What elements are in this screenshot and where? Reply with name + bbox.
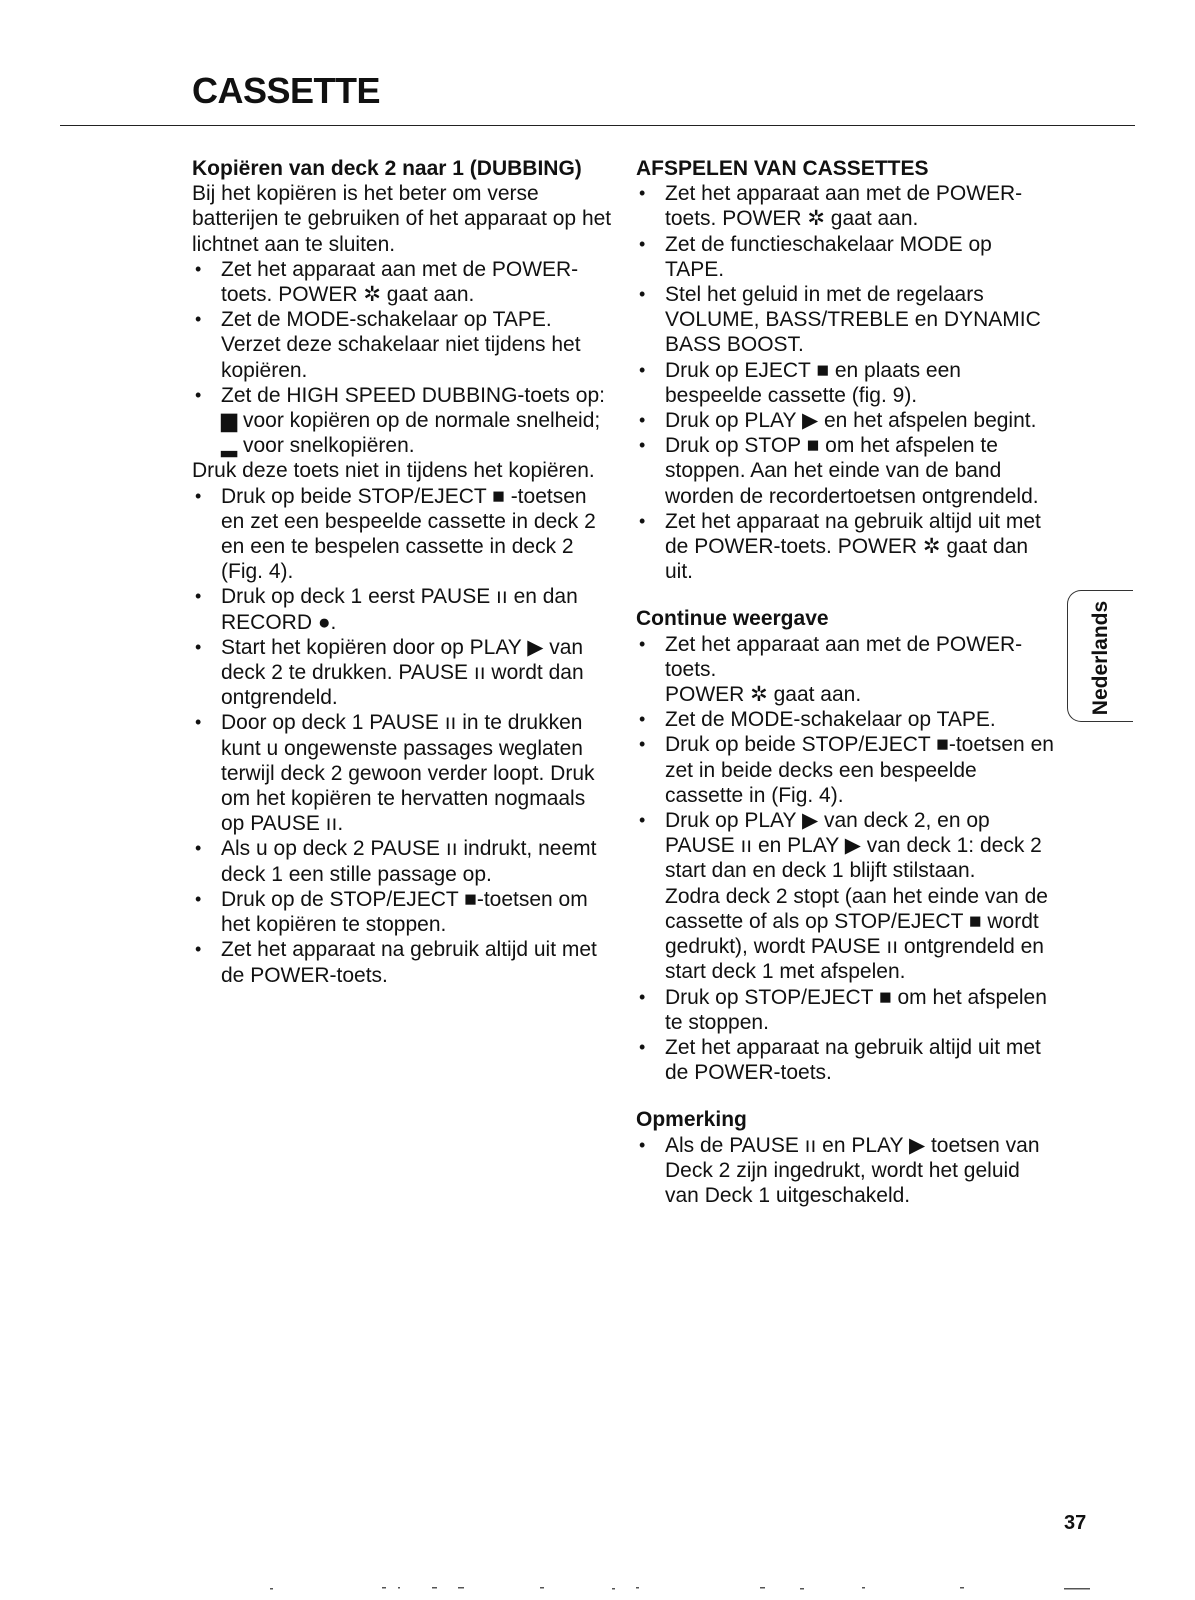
bullet-icon: • <box>195 258 202 279</box>
list-item: • Zet de HIGH SPEED DUBBING-toets op: ▆ voor kopiëren op de normale snelheid; ▂ voor snelkopiëren. <box>192 383 612 459</box>
dubbing-steps-a <box>192 257 612 459</box>
bullet-icon: • <box>639 233 646 254</box>
list-item: • Druk op EJECT ■ en plaats een bespeelde cassette (fig. 9). <box>639 358 961 407</box>
playback-heading: AFSPELEN VAN CASSETTES <box>636 157 929 180</box>
list-item: • Druk op deck 1 eerst PAUSE ıı en dan RECORD ●. <box>195 585 578 634</box>
bullet-icon: • <box>195 838 202 859</box>
dubbing-heading: Kopiëren van deck 2 naar 1 (DUBBING) <box>192 157 582 180</box>
section-gap <box>636 584 1056 606</box>
bullet-icon: • <box>639 709 646 730</box>
list-item: • Druk op PLAY ▶ van deck 2, en op PAUSE ıı en PLAY ▶ van deck 1: deck 2 start dan en deck 1 blijft stilstaan. Zodra deck 2 stopt (aan het einde van de cassette of als op STOP/EJECT ■ wordt gedrukt), wordt PAUSE ıı ontgrendeld en start deck 1 met afspelen. <box>636 808 1056 984</box>
bullet-icon: • <box>195 712 202 733</box>
list-item: • Zet het apparaat aan met de POWER-toets. POWER ✲ gaat aan. <box>639 182 1023 231</box>
bullet-icon: • <box>195 309 202 330</box>
list-item: • Druk op beide STOP/EJECT ■-toetsen en zet in beide decks een bespeelde cassette in (Fig. 4). <box>639 733 1054 807</box>
dubbing-option-normal: ▆ voor kopiëren op de normale snelheid; <box>221 409 601 433</box>
list-item: • Door op deck 1 PAUSE ıı in te drukken kunt u ongewenste passages weglaten terwijl deck 2 gewoon verder loopt. Druk om het kopiëren te hervatten nogmaals op PAUSE ıı. <box>195 711 595 836</box>
bullet-icon: • <box>639 284 646 305</box>
bullet-icon: • <box>195 888 202 909</box>
bullet-icon: • <box>195 384 202 405</box>
language-tab-label-wrap <box>1083 600 1119 716</box>
list-item: • Druk op beide STOP/EJECT ■ -toetsen en zet een bespeelde cassette in deck 2 en een te bespelen cassette in deck 2 (Fig. 4). <box>195 484 596 584</box>
bullet-icon: • <box>639 359 646 380</box>
page-number: 37 <box>1064 1512 1087 1534</box>
bullet-icon: • <box>639 810 646 831</box>
continuous-play-steps <box>636 632 1056 1086</box>
dubbing-note: Druk deze toets niet in tijdens het kopiëren. <box>192 459 595 483</box>
list-item: • Zet het apparaat na gebruik altijd uit met de POWER-toets. <box>195 938 597 987</box>
bullet-icon: • <box>639 633 646 654</box>
bullet-icon: • <box>639 510 646 531</box>
power-indicator-note: POWER ✲ gaat aan. <box>665 683 862 707</box>
list-item: • Zet het apparaat aan met de POWER-toets. POWER ✲ gaat aan. <box>195 257 579 307</box>
bullet-icon: • <box>639 410 646 431</box>
right-column <box>636 156 1056 1208</box>
bullet-icon: • <box>639 435 646 456</box>
bullet-icon: • <box>195 939 202 960</box>
playback-steps <box>636 181 1056 584</box>
left-column <box>192 156 612 988</box>
bullet-icon: • <box>639 183 646 204</box>
bullet-icon: • <box>639 1036 646 1057</box>
continuous-play-heading: Continue weergave <box>636 607 829 631</box>
bullet-icon: • <box>639 734 646 755</box>
list-item: • Als u op deck 2 PAUSE ıı indrukt, neemt deck 1 een stille passage op. <box>195 837 597 886</box>
bullet-icon: • <box>195 636 202 657</box>
list-item: • Zet het apparaat na gebruik altijd uit met de POWER-toets. <box>639 1035 1041 1085</box>
section-gap <box>636 1085 1056 1107</box>
bullet-icon: • <box>195 485 202 506</box>
list-item: • Zet het apparaat aan met de POWER-toets. POWER ✲ gaat aan. <box>636 632 1056 708</box>
list-item: • Stel het geluid in met de regelaars VOLUME, BASS/TREBLE en DYNAMIC BASS BOOST. <box>639 283 1041 357</box>
list-item: • Start het kopiëren door op PLAY ▶ van deck 2 te drukken. PAUSE ıı wordt dan ontgrendeld. <box>195 635 584 710</box>
list-item: • Zet de functieschakelaar MODE op TAPE. <box>639 232 992 281</box>
remark-list <box>636 1133 1056 1209</box>
list-item: • Druk op STOP ■ om het afspelen te stoppen. Aan het einde van de band worden de recordertoetsen ontgrendeld. <box>639 434 1039 508</box>
dubbing-option-fast: ▂ voor snelkopiëren. <box>221 434 415 458</box>
list-item: • Druk op STOP/EJECT ■ om het afspelen te stoppen. <box>639 985 1047 1034</box>
page-title: CASSETTE <box>192 70 381 111</box>
list-item: • Als de PAUSE ıı en PLAY ▶ toetsen van Deck 2 zijn ingedrukt, wordt het geluid van Deck 1 uitgeschakeld. <box>639 1133 1040 1207</box>
list-item: • Zet de MODE-schakelaar op TAPE. Verzet deze schakelaar niet tijdens het kopiëren. <box>195 308 581 382</box>
dubbing-intro: Bij het kopiëren is het beter om verse batterijen te gebruiken of het apparaat op het lichtnet aan te sluiten. <box>192 182 612 256</box>
bullet-icon: • <box>195 586 202 607</box>
play-bullet-continuation: Zodra deck 2 stopt (aan het einde van de cassette of als op STOP/EJECT ■ wordt gedrukt), wordt PAUSE ıı ontgrendeld en start deck 1 met afspelen. <box>665 884 1048 984</box>
remark-heading: Opmerking <box>636 1108 747 1132</box>
list-item: • Druk op PLAY ▶ en het afspelen begint. <box>639 409 1037 433</box>
language-tab-label: Nederlands <box>1089 600 1112 716</box>
bullet-icon: • <box>639 986 646 1007</box>
list-item: • Zet de MODE-schakelaar op TAPE. <box>639 708 996 732</box>
list-item: • Druk op de STOP/EJECT ■-toetsen om het kopiëren te stoppen. <box>195 887 588 937</box>
scan-specks <box>0 1584 1195 1600</box>
list-item: • Zet het apparaat na gebruik altijd uit met de POWER-toets. POWER ✲ gaat dan uit. <box>639 509 1041 584</box>
title-rule <box>60 125 1135 126</box>
dubbing-steps-b <box>192 484 612 988</box>
scan-speck-group <box>270 1587 1090 1590</box>
bullet-icon: • <box>639 1134 646 1155</box>
